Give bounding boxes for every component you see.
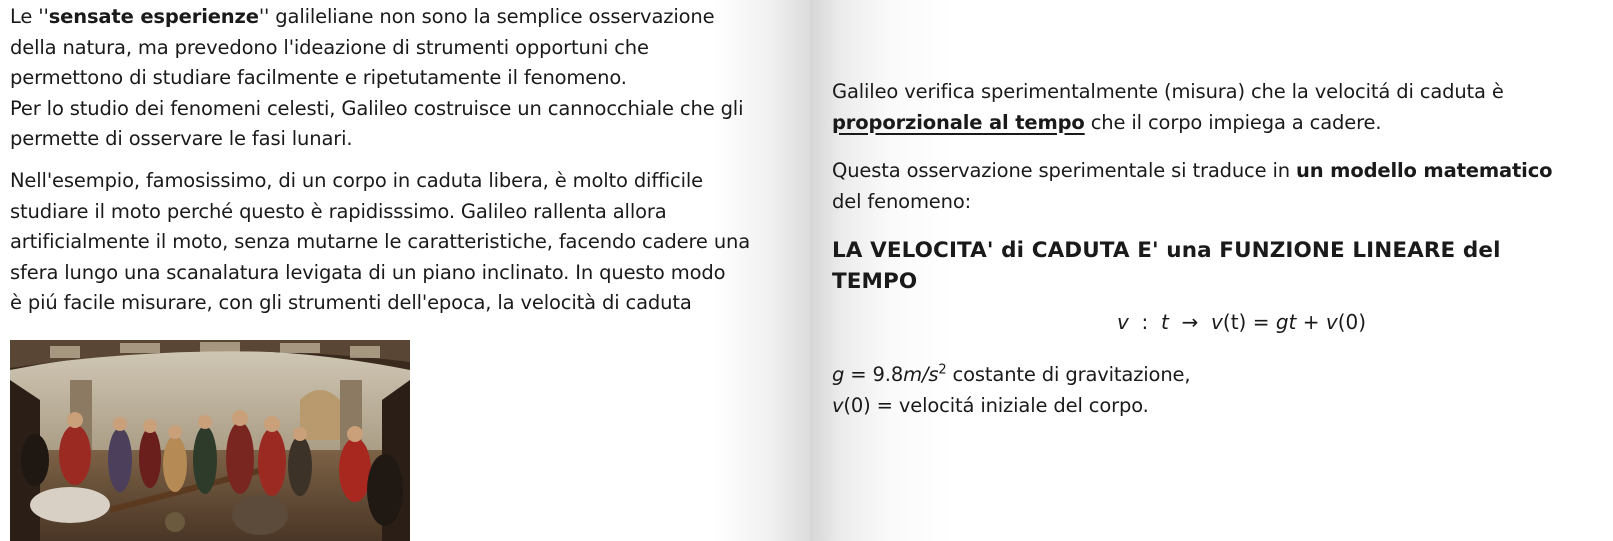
formula-symbol: t [1288,310,1297,334]
formula-symbol: m/s [903,363,939,386]
text-line [832,108,1602,139]
formula-symbol: : [1141,310,1149,334]
text-line: è piú facile misurare, con gli strumenti dell'epoca, la velocità di caduta [10,291,692,314]
underlined-bold-term: proporzionale al tempo [832,110,1085,134]
text-fragment: Le '' [10,5,49,28]
paragraph-sensate-esperienze [10,2,800,155]
formula-symbol: v [832,393,844,417]
definition-initial-velocity [832,391,1602,422]
text-fragment: '' galileliane non sono la semplice osservazione [258,5,715,28]
formula-symbol: (t) = [1222,310,1276,334]
velocity-formula [810,310,1613,334]
formula-symbol: + [1296,310,1326,334]
text-line: artificialmente il moto, senza mutarne le caratteristiche, facendo cadere una [10,230,751,253]
text-fragment: Questa osservazione sperimentale si traduce in [832,159,1297,182]
formula-symbol: t [1161,310,1169,334]
text-line: del fenomeno: [832,189,972,213]
section-heading [832,235,1592,297]
text-line: della natura, ma prevedono l'ideazione di strumenti opportuni che [10,35,649,59]
text-line: permettono di studiare facilmente e ripetutamente il fenomeno. [10,66,627,89]
right-page [810,0,1613,541]
text-line: studiare il moto perché questo è rapidisssimo. Galileo rallenta allora [10,199,667,223]
formula-symbol: v [1116,310,1129,334]
galileo-fresco-image [10,340,410,541]
text-line: Per lo studio dei fenomeni celesti, Galileo costruisce un cannocchiale che gli [10,96,744,120]
formula-symbol: g [832,363,845,386]
text-fragment: che il corpo impiega a cadere. [1084,110,1382,134]
heading-line: TEMPO [832,269,918,294]
text-line: Nell'esempio, famosissimo, di un corpo in caduta libera, è molto difficile [10,169,703,192]
paragraph-modello [832,156,1602,217]
definition-gravity [832,360,1602,391]
text-line [10,2,800,33]
formula-symbol: g [1275,310,1289,334]
text-line [832,156,1602,187]
formula-symbol: (0) [1337,310,1367,334]
bold-term: sensate esperienze [48,5,259,28]
bold-term: un modello matematico [1296,159,1553,182]
paragraph-caduta-libera [10,166,800,319]
fresco-painting [10,340,410,541]
text-line: permette di osservare le fasi lunari. [10,127,353,150]
formula-symbol: v [1325,310,1338,334]
text-fragment: = 9.8 [844,363,904,386]
paragraph-verifica [832,77,1602,138]
text-line: Galileo verifica sperimentalmente (misura) che la velocitá di caduta è [832,80,1504,103]
heading-line: LA VELOCITA' di CADUTA E' una FUNZIONE LINEARE del [832,238,1501,263]
definitions [832,360,1602,421]
formula-symbol: v [1211,310,1223,334]
text-fragment: (0) = velocitá iniziale del corpo. [843,393,1149,417]
text-line: sfera lungo una scanalatura levigata di un piano inclinato. In questo modo [10,260,726,284]
exponent: 2 [938,362,947,378]
arrow-icon: → [1181,310,1199,334]
text-fragment: costante di gravitazione, [946,363,1191,386]
